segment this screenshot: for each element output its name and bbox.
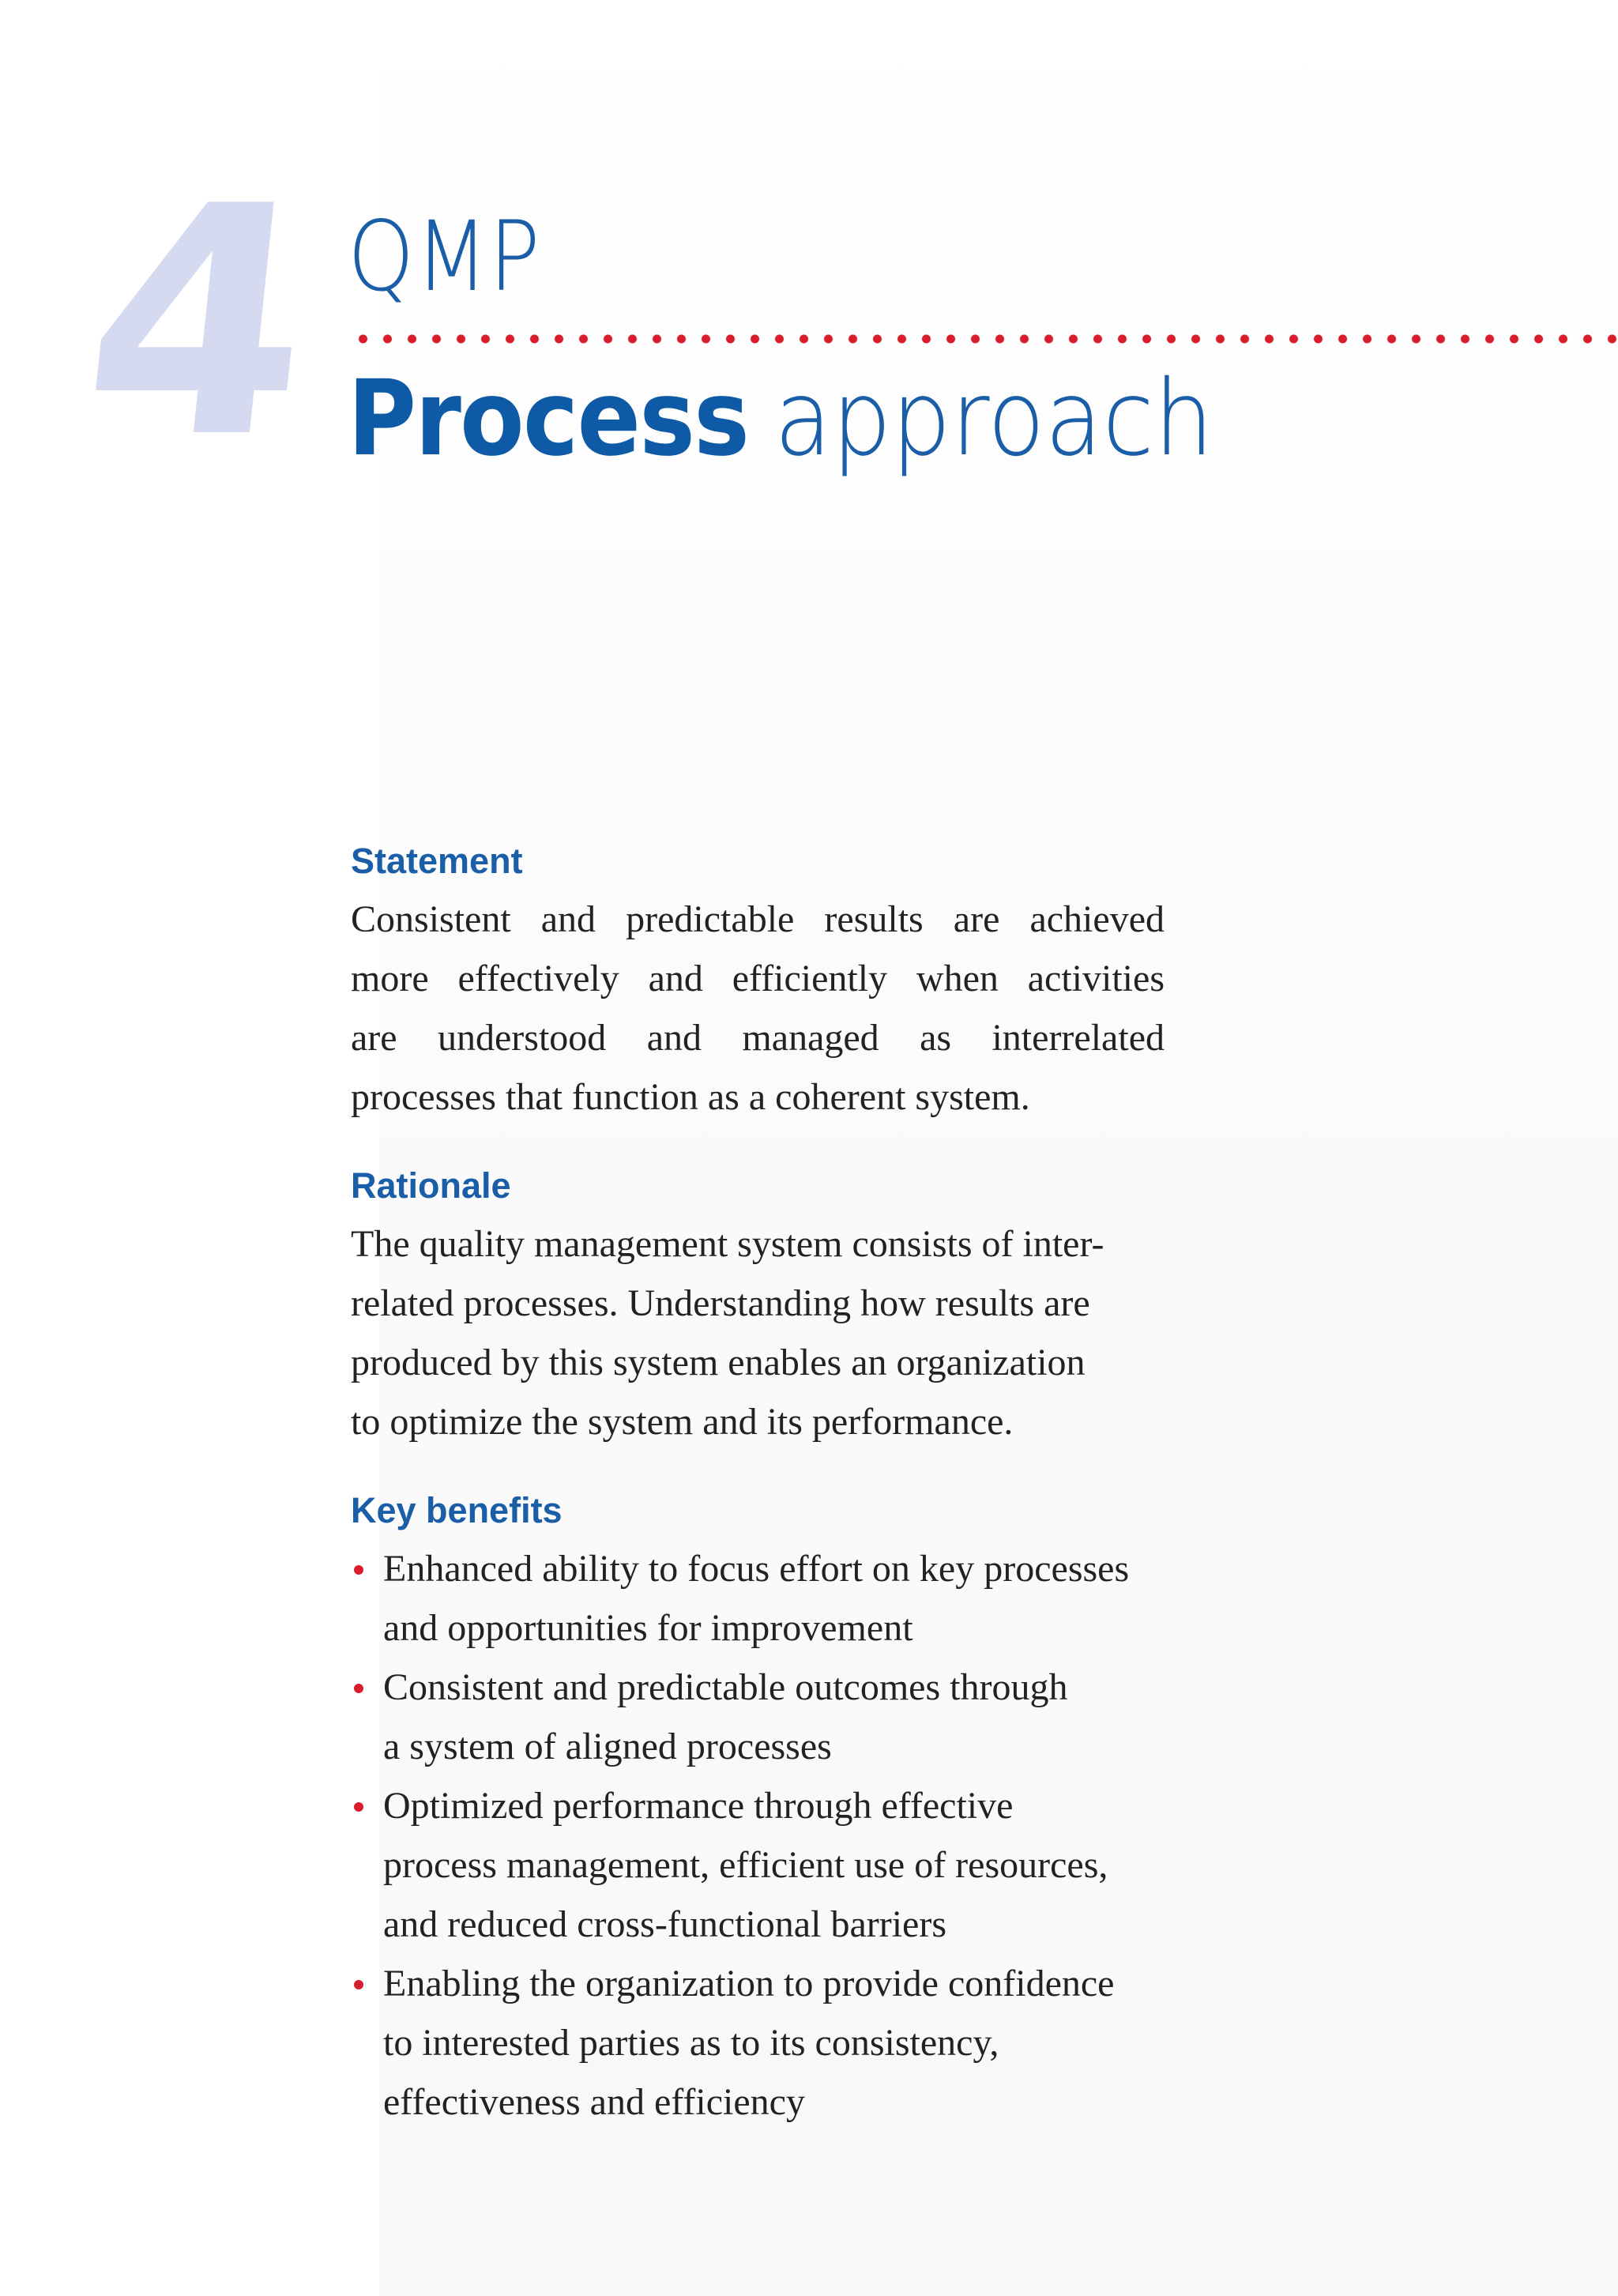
bullet-icon bbox=[351, 1658, 374, 1717]
rationale-section bbox=[351, 1162, 1165, 1451]
page-title bbox=[348, 359, 1214, 478]
benefit-line: Enabling the organization to provide confidence bbox=[383, 1963, 1115, 2004]
bullet-icon bbox=[351, 1539, 374, 1598]
benefit-item bbox=[351, 1539, 1165, 1658]
rationale-line: to optimize the system and its performance. bbox=[351, 1401, 1014, 1443]
rationale-text bbox=[351, 1214, 1165, 1451]
key-benefits-heading: Key benefits bbox=[351, 1490, 563, 1530]
statement-section bbox=[351, 837, 1165, 1127]
key-benefits-section bbox=[351, 1487, 1165, 2132]
benefit-item bbox=[351, 1658, 1165, 1776]
statement-line: processes that function as a coherent system. bbox=[351, 1076, 1030, 1118]
key-benefits-list bbox=[351, 1539, 1165, 2132]
benefit-item bbox=[351, 1776, 1165, 1954]
benefit-item bbox=[351, 1954, 1165, 2132]
rationale-line: related processes. Understanding how results are bbox=[351, 1282, 1090, 1324]
statement-line: more effectively and efficiently when activities bbox=[351, 958, 1165, 999]
page-title-bold: Process bbox=[348, 358, 749, 480]
benefit-line: Consistent and predictable outcomes through bbox=[383, 1666, 1068, 1708]
bullet-icon bbox=[351, 1776, 374, 1835]
benefit-line: and reduced cross-functional barriers bbox=[383, 1903, 947, 1945]
statement-text bbox=[351, 890, 1165, 1127]
benefit-line: Optimized performance through effective bbox=[383, 1785, 1014, 1827]
dotted-divider bbox=[351, 333, 1618, 344]
rationale-line: produced by this system enables an organization bbox=[351, 1342, 1086, 1383]
bullet-icon bbox=[351, 1954, 374, 2013]
benefit-line: a system of aligned processes bbox=[383, 1726, 832, 1767]
statement-heading: Statement bbox=[351, 841, 523, 881]
qmp-label: QMP bbox=[348, 201, 541, 313]
statement-line: Consistent and predictable results are achieved bbox=[351, 898, 1165, 940]
benefit-line: effectiveness and efficiency bbox=[383, 2081, 805, 2123]
chapter-number: 4 bbox=[69, 140, 320, 507]
page-title-light: approach bbox=[774, 358, 1214, 480]
rationale-line: The quality management system consists of inter- bbox=[351, 1223, 1104, 1265]
principle-content bbox=[351, 837, 1165, 2167]
benefit-line: and opportunities for improvement bbox=[383, 1607, 913, 1649]
benefit-line: process management, efficient use of resources, bbox=[383, 1844, 1108, 1886]
benefit-line: to interested parties as to its consistency, bbox=[383, 2022, 999, 2064]
benefit-line: Enhanced ability to focus effort on key processes bbox=[383, 1548, 1130, 1590]
rationale-heading: Rationale bbox=[351, 1165, 511, 1206]
statement-line: are understood and managed as interrelated bbox=[351, 1017, 1165, 1059]
